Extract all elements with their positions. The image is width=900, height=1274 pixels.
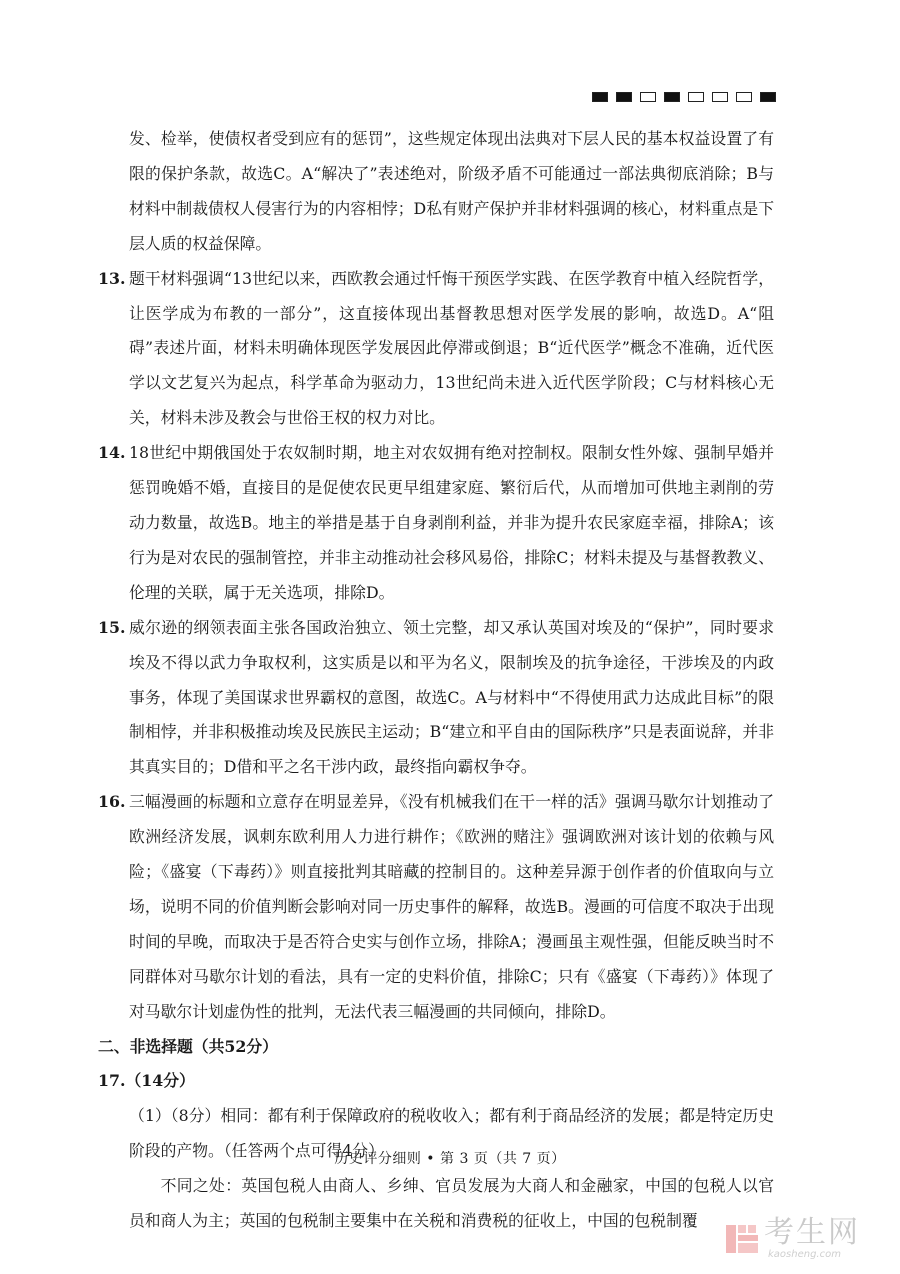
- header-mark: [736, 92, 752, 102]
- answer-text: 威尔逊的纲领表面主张各国政治独立、领土完整，却又承认英国对埃及的“保护”，同时要求埃及不得以武力争取权利，这实质是以和平为名义，限制埃及的抗争途径，干涉埃及的内政事务，体现了美国谋求世界霸权的意图，故选C。A与材料中“不得使用武力达成此目标”的限制相悖，并非积极推动埃及民族民主运动；B“建立和平自由的国际秩序”只是表面说辞，并非其真实目的；D借和平之名干涉内政，最终指向霸权争夺。: [129, 617, 774, 777]
- answer-content: [98, 122, 774, 1239]
- question-number: 16.: [98, 792, 126, 812]
- section-title: 二、非选择题（共52分）: [98, 1036, 278, 1056]
- answer-17-part-1: （1）（8分）相同：都有利于保障政府的税收收入；都有利于商品经济的发展；都是特定历史阶段的产物。（任答两个点可得4分）: [129, 1106, 774, 1161]
- header-mark: [712, 92, 728, 102]
- header-mark: [688, 92, 704, 102]
- answer-text: 三幅漫画的标题和立意存在明显差异，《没有机械我们在干一样的活》强调马歇尔计划推动了欧洲经济发展，讽刺东欧利用人力进行耕作；《欧洲的赌注》强调欧洲对该计划的依赖与风险；《盛宴（下毒药）》则直接批判其暗藏的控制目的。这种差异源于创作者的价值取向与立场，说明不同的价值判断会影响对同一历史事件的解释，故选B。漫画的可信度不取决于出现时间的早晚，而取决于是否符合史实与创作立场，排除A；漫画虽主观性强，但能反映当时不同群体对马歇尔计划的看法，具有一定的史料价值，排除C；只有《盛宴（下毒药）》体现了对马歇尔计划虚伪性的批判，无法代表三幅漫画的共同倾向，排除D。: [129, 792, 774, 1021]
- header-mark: [664, 92, 680, 102]
- question-number: 13.: [98, 268, 126, 288]
- header-mark: [616, 92, 632, 102]
- answer-16: [98, 785, 774, 1029]
- header-mark: [592, 92, 608, 102]
- answer-15: [98, 611, 774, 786]
- answer-17-differences: 不同之处：英国包税人由商人、乡绅、官员发展为大商人和金融家，中国的包税人以官员和商人为主；英国的包税制主要集中在关税和消费税的征收上，中国的包税制覆: [129, 1176, 774, 1231]
- watermark: [724, 1215, 860, 1260]
- header-mark: [760, 92, 776, 102]
- page-footer: 历史评分细则 • 第 3 页（共 7 页）: [334, 1151, 566, 1167]
- answer-12-continuation: 发、检举，使债权者受到应有的惩罚”，这些规定体现出法典对下层人民的基本权益设置了有限的保护条款，故选C。A“解决了”表述绝对，阶级矛盾不可能通过一部法典彻底消除；B与材料中制裁债权人侵害行为的内容相悖；D私有财产保护并非材料强调的核心，材料重点是下层人质的权益保障。: [129, 129, 774, 253]
- header-marks: [592, 92, 776, 102]
- watermark-cn: 考生网: [764, 1215, 860, 1250]
- answer-14: [98, 436, 774, 611]
- answer-text: 18世纪中期俄国处于农奴制时期，地主对农奴拥有绝对控制权。限制女性外嫁、强制早婚并惩罚晚婚不婚，直接目的是促使农民更早组建家庭、繁衍后代，从而增加可供地主剥削的劳动力数量，故选B。地主的举措是基于自身剥削利益，并非为提升农民家庭幸福，排除A；该行为是对农民的强制管控，并非主动推动社会移风易俗，排除C；材料未提及与基督教教义、伦理的关联，属于无关选项，排除D。: [129, 443, 774, 602]
- watermark-text: [764, 1215, 860, 1260]
- watermark-en: kaosheng.com: [768, 1249, 841, 1260]
- header-mark: [640, 92, 656, 102]
- answer-text: 题干材料强调“13世纪以来，西欧教会通过忏悔干预医学实践、在医学教育中植入经院哲学，让医学成为布教的一部分”，这直接体现出基督教思想对医学发展的影响，故选D。A“阻碍”表述片面，材料未明确体现医学发展因此停滞或倒退；B“近代医学”概念不准确，近代医学以文艺复兴为起点，科学革命为驱动力，13世纪尚未进入近代医学阶段；C与材料核心无关，材料未涉及教会与世俗王权的权力对比。: [129, 268, 774, 428]
- question-number: 14.: [98, 443, 126, 463]
- question-number: 15.: [98, 617, 126, 637]
- answer-13: [98, 262, 774, 437]
- question-17-heading: 17.（14分）: [98, 1071, 195, 1091]
- watermark-logo-icon: [724, 1221, 760, 1257]
